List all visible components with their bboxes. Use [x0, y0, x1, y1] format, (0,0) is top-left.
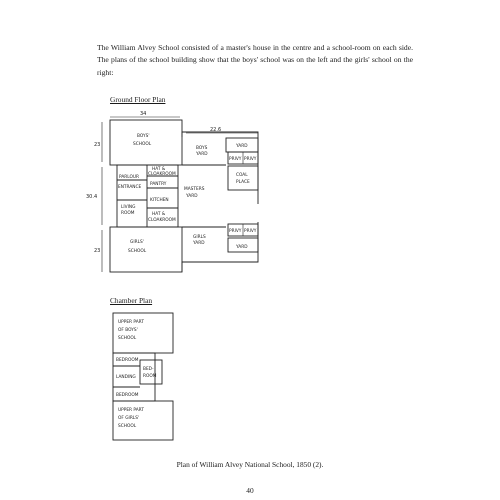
label-masters-yard-1: MASTERS [184, 187, 205, 192]
label-hat-cloakroom-top-2: CLOAKROOM [148, 172, 176, 177]
intro-paragraph: The William Alvey School consisted of a master's house in the centre and a school-room on each side. The plans of the school building show that the boys' school was on the left and the girls' school on the right: [97, 43, 413, 77]
label-hat-cloakroom-top-1: HAT & [152, 167, 166, 172]
chamber-upper-boys [113, 313, 173, 353]
label-privy-bottom-1: PRIVY [229, 229, 242, 234]
label-bedroom-right-1: BED- [143, 367, 154, 372]
label-boys-yard-1: BOYS [196, 146, 208, 151]
label-coal-place-2: PLACE [236, 180, 250, 185]
label-kitchen: KITCHEN [150, 198, 169, 203]
label-girls-school-1: GIRLS' [130, 240, 144, 245]
label-entrance: ENTRANCE [118, 185, 142, 190]
label-masters-yard-2: YARD [186, 194, 198, 199]
label-landing: LANDING [116, 375, 136, 380]
ground-floor-title: Ground Floor Plan [110, 95, 166, 104]
label-girls-yard-2: YARD [193, 241, 205, 246]
label-upper-girls-2: OF GIRLS' [118, 416, 140, 421]
label-living-room-2: ROOM [121, 211, 135, 216]
label-hat-cloakroom-bottom-2: CLOAKROOM [148, 218, 176, 223]
label-upper-boys-2: OF BOYS' [118, 328, 138, 333]
label-girls-school-2: SCHOOL [128, 249, 147, 254]
coal-place [228, 166, 258, 190]
label-privy-top-2: PRIVY [244, 157, 257, 162]
label-upper-girls-3: SCHOOL [118, 424, 137, 429]
dim-boys-depth: 23 [94, 142, 101, 148]
label-bedroom-top: BEDROOM [116, 358, 139, 363]
label-boys-school-2: SCHOOL [133, 142, 152, 147]
label-privy-top-1: PRIVY [229, 157, 242, 162]
figure-caption: Plan of William Alvey National School, 1850 (2). [176, 460, 324, 469]
dim-girls-depth: 23 [94, 248, 101, 254]
label-upper-boys-1: UPPER PART [118, 320, 144, 325]
dim-right-width: 22.6 [210, 127, 222, 133]
chamber-plan-title: Chamber Plan [110, 296, 153, 305]
label-bedroom-right-2: ROOM [143, 374, 157, 379]
label-pantry: PANTRY [150, 182, 167, 187]
label-living-room-1: LIVING [121, 205, 136, 210]
page-number: 40 [246, 486, 254, 495]
label-boys-school-1: BOYS' [137, 134, 150, 139]
label-upper-girls-1: UPPER PART [118, 408, 144, 413]
label-yard-top: YARD [236, 144, 248, 149]
label-privy-bottom-2: PRIVY [244, 229, 257, 234]
label-bedroom-bottom: BEDROOM [116, 393, 139, 398]
label-coal-place-1: COAL [236, 173, 248, 178]
label-girls-yard-1: GIRLS [193, 235, 206, 240]
label-upper-boys-3: SCHOOL [118, 336, 137, 341]
dim-house-depth: 30.4 [86, 194, 98, 200]
label-yard-bottom: YARD [236, 245, 248, 250]
label-boys-yard-2: YARD [196, 152, 208, 157]
dim-top-width: 34 [140, 111, 147, 117]
label-hat-cloakroom-bottom-1: HAT & [152, 212, 166, 217]
chamber-bedroom-right [140, 360, 162, 384]
label-parlour: PARLOUR [119, 175, 139, 180]
